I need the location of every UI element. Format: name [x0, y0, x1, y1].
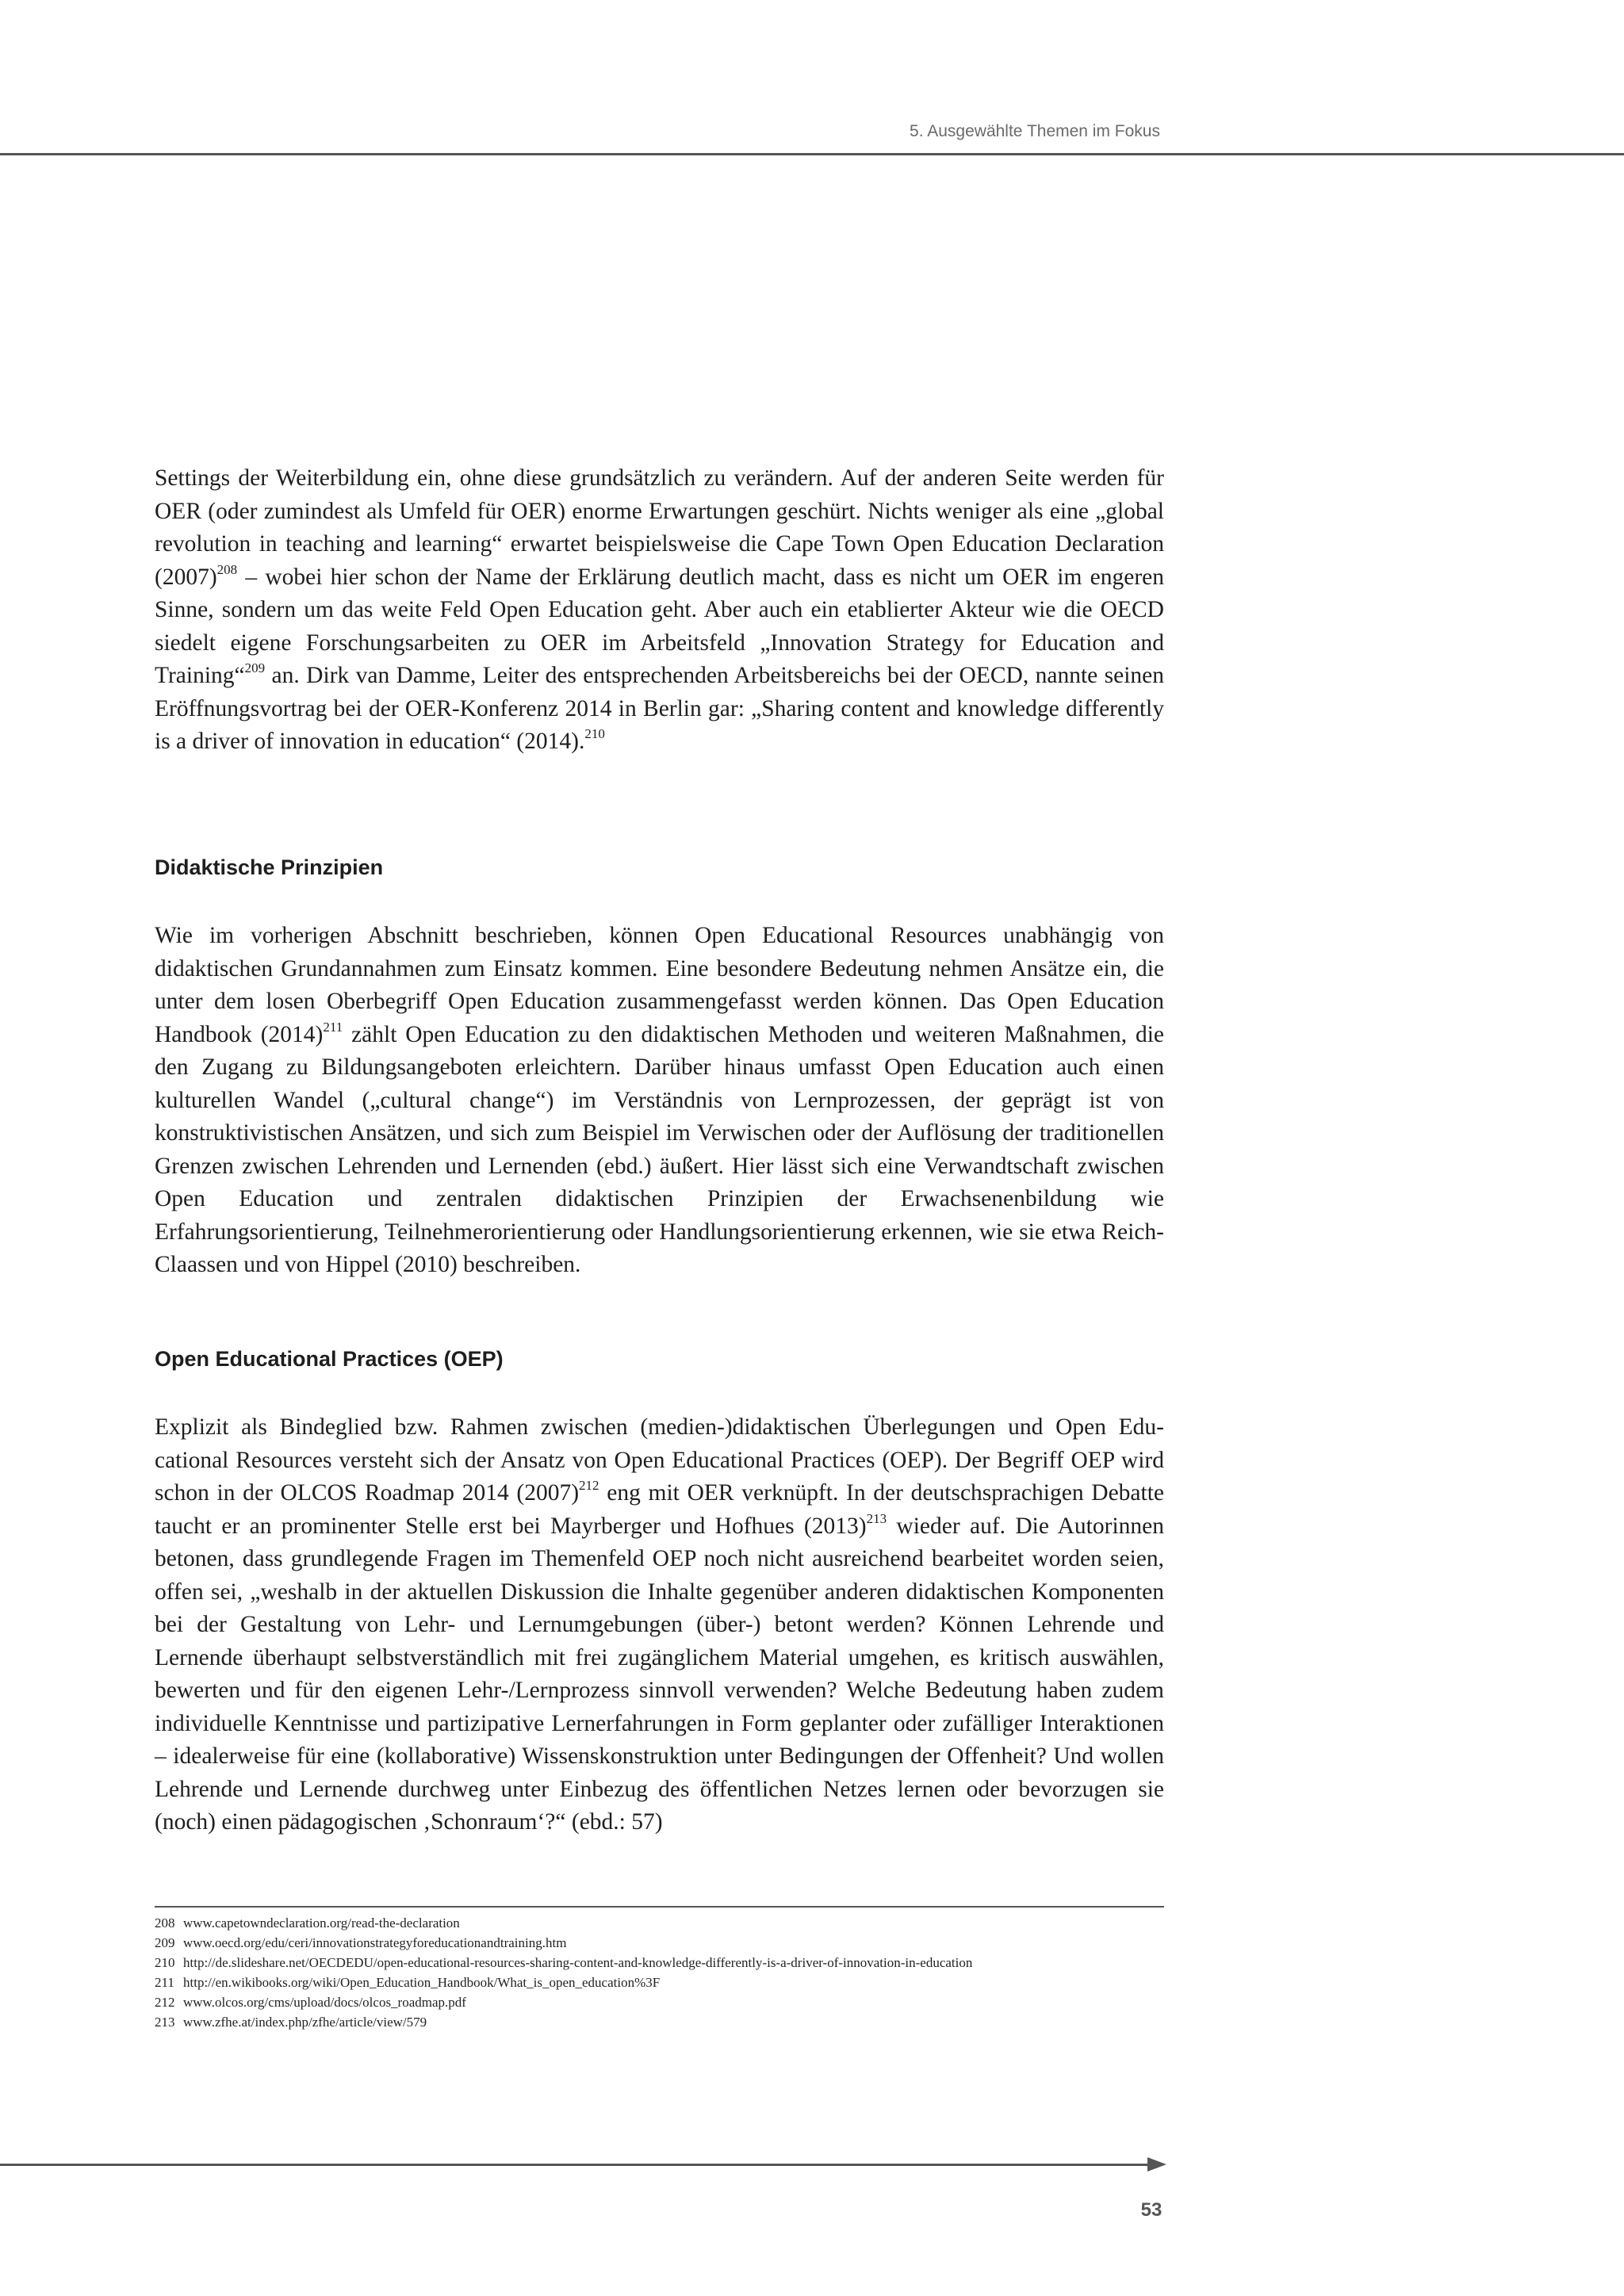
footnote-number: 209 [155, 1935, 175, 1950]
paragraph-text: Wie im vorherigen Abschnitt beschrieben, können Open Educational Resources unabhängig von didaktischen Grundannahmen zum Einsatz kommen. Eine besondere Bedeutung nehmen Ansätze ein, die unter dem losen Oberbegriff Open Education zusammengefasst werden können. Das Open Education Handbook (2014) [155, 923, 1164, 1047]
paragraph-text: wieder auf. Die Autorinnen betonen, dass grundlegende Fragen im Themenfeld OEP noch nicht ausreichend bearbeitet worden seien, offen sei, „weshalb in der aktuellen Diskussion die Inhalte gegenüber anderen didaktischen Komponenten bei der Gestaltung von Lehr- und Lernumgebungen (über-) betont werden? Können Lehrende und Lernende überhaupt selbstverständlich mit frei zugänglichem Material umgehen, es kritisch auswählen, bewerten und für den eigenen Lehr-/Lernprozess sinnvoll verwenden? Welche Bedeutung haben zudem individuelle Kenntnisse und partizipative Lernerfahrungen in Form geplanter oder zufälliger Interaktionen – idealerweise für eine (kollaborative) Wissenskonstruktion unter Bedingungen der Offenheit? Und wollen Lehrende und Lernende durchweg unter Einbezug des öffentlichen Netzes lernen oder bevorzugen sie (noch) einen pädagogischen ‚Schonraum‘?“ (ebd.: 57) [155, 1513, 1164, 1835]
footnote-item [155, 1992, 1265, 2012]
footnotes [155, 1913, 1265, 2032]
footnote-item [155, 1953, 1265, 1973]
paragraph-intro [155, 462, 1164, 759]
footnote-ref: 208 [216, 561, 238, 577]
footnote-link[interactable]: www.zfhe.at/index.php/zfhe/article/view/579 [183, 2015, 427, 2030]
arrow-right-icon [1147, 2157, 1166, 2172]
footnote-number: 213 [155, 2015, 175, 2030]
paragraph-oep [155, 1411, 1164, 1839]
footnote-link[interactable]: www.oecd.org/edu/ceri/innovationstrategyforeducationandtraining.htm [183, 1935, 567, 1950]
footnote-ref: 212 [579, 1478, 599, 1493]
footnote-link[interactable]: www.olcos.org/cms/upload/docs/olcos_roadmap.pdf [183, 1995, 466, 2010]
paragraph-text: an. Dirk van Damme, Leiter des entsprechenden Arbeitsbereichs bei der OECD, nannte seinen Eröffnungsvortrag bei der OER-Konferenz 2014 in Berlin gar: „Sharing content and knowledge differently is a driver of innovation in education“ (2014). [155, 663, 1164, 754]
footnote-link[interactable]: www.capetowndeclaration.org/read-the-declaration [183, 1915, 460, 1931]
footnote-item [155, 1973, 1265, 1992]
footnote-ref: 211 [323, 1019, 343, 1035]
paragraph-text: eng mit OER verknüpft. In der deutschsprachigen Debatte taucht er an prominenter Stelle erst bei Mayrberger und Hofhues (2013) [155, 1480, 1164, 1539]
paragraph-text: – wobei hier schon der Name der Erklärung deutlich macht, dass es nicht um OER im engeren Sinne, sondern um das weite Feld Open Education geht. Aber auch ein etablierter Akteur wie die OECD siedelt eigene Forschungsarbeiten zu OER im Arbeitsfeld „Innovation Strategy for Education and Training“ [155, 564, 1164, 688]
paragraph-text: Settings der Weiterbildung ein, ohne diese grundsätzlich zu verändern. Auf der anderen Seite werden für OER (oder zumindest als Umfeld für OER) enorme Erwartungen geschürt. Nichts weniger als eine „global revolution in teaching and learning“ erwartet beispielsweise die Cape Town Open Education Declaration (2007) [155, 465, 1164, 590]
footnote-item [155, 1913, 1265, 1933]
footnote-number: 211 [155, 1975, 174, 1990]
footnote-separator [155, 1906, 1164, 1908]
footnote-ref: 210 [584, 726, 605, 741]
section-heading-oep: Open Educational Practices (OEP) [155, 1347, 504, 1371]
page-number: 53 [1140, 2199, 1162, 2221]
footnote-link[interactable]: http://de.slideshare.net/OECDEDU/open-educational-resources-sharing-content-and-knowledge-differently-is-a-driver-of-innovation-in-education [183, 1955, 973, 1970]
footnote-item [155, 2012, 1265, 2032]
running-header: 5. Ausgewählte Themen im Fokus [910, 122, 1160, 140]
footnote-item [155, 1933, 1265, 1953]
paragraph-text: zählt Open Education zu den didaktischen Methoden und weiteren Maßnahmen, die den Zugang zu Bildungsangeboten erleichtern. Darüber hinaus umfasst Open Education auch einen kulturellen Wandel („cultural change“) im Verständnis von Lernprozessen, der geprägt ist von konstruktivistischen Ansätzen, und sich zum Beispiel im Verwischen oder der Auflösung der traditionellen Grenzen zwischen Lehrenden und Lernenden (ebd.) äußert. Hier lässt sich eine Verwandtschaft zwischen Open Education und zentralen didaktischen Prinzipien der Erwachsenenbildung wie Erfahrungsorientierung, Teilnehmerorientierung oder Handlungsorientierung erkennen, wie sie etwa Reich-Claassen und von Hippel (2010) beschreiben. [155, 1021, 1164, 1277]
footnote-link[interactable]: http://en.wikibooks.org/wiki/Open_Education_Handbook/What_is_open_education%3F [183, 1975, 661, 1990]
footnote-number: 212 [155, 1995, 175, 2010]
section-heading-didaktische-prinzipien: Didaktische Prinzipien [155, 855, 384, 879]
footer-rule [0, 2164, 1156, 2166]
footnote-ref: 209 [244, 660, 266, 675]
footnote-number: 210 [155, 1955, 175, 1970]
paragraph-text: Explizit als Bindeglied bzw. Rahmen zwischen (medien-)didaktischen Überlegungen und Open Educational Resources versteht sich der Ansatz von Open Educational Practices (OEP). Der Begriff OEP wird schon in der OLCOS Roadmap 2014 (2007) [155, 1414, 1164, 1506]
footnote-number: 208 [155, 1915, 175, 1931]
header-rule [0, 153, 1624, 155]
footnote-ref: 213 [866, 1510, 887, 1526]
paragraph-didaktik [155, 920, 1164, 1282]
